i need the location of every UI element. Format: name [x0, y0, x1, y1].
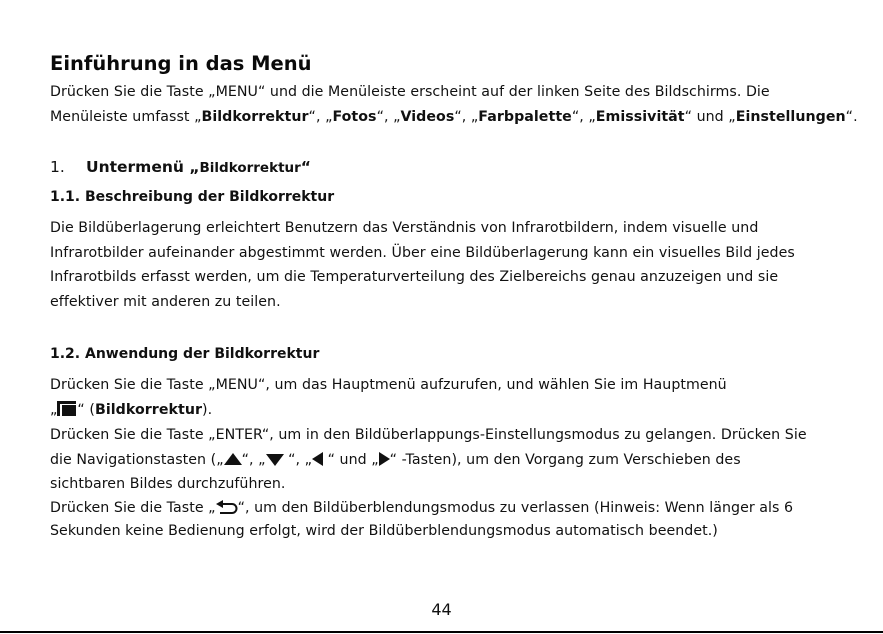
paragraph-line: [50, 451, 741, 471]
menu-item-farbpalette: Farbpalette: [478, 109, 572, 125]
paragraph-line: effektiver mit anderen zu teilen.: [50, 294, 281, 310]
text-fragment: die Navigationstasten („: [50, 452, 224, 468]
text-fragment: Drücken Sie die Taste „: [50, 500, 216, 516]
left-arrow-icon: [312, 452, 323, 471]
menu-item-emissivitaet: Emissivität: [595, 109, 685, 125]
quote-open: „: [50, 402, 58, 418]
section-submenu-name: Bildkorrektur: [199, 160, 301, 176]
menu-item-videos: Videos: [400, 109, 455, 125]
paragraph-line: Infrarotbilds erfasst werden, um die Temperaturverteilung des Zielbereichs genau anzuzeigen und sie: [50, 269, 779, 285]
intro-line-1: Drücken Sie die Taste „MENU“ und die Menüleiste erscheint auf der linken Seite des Bildschirms. Die: [50, 84, 770, 100]
page-title: Einführung in das Menü: [50, 52, 312, 75]
paragraph-line: Drücken Sie die Taste „MENU“, um das Hauptmenü aufzurufen, und wählen Sie im Hauptmenü: [50, 377, 727, 393]
text-fragment: “, um den Bildüberblendungsmodus zu verlassen (Hinweis: Wenn länger als 6: [237, 500, 794, 516]
section-1-heading: [50, 158, 311, 176]
page-number: 44: [431, 600, 452, 619]
subsection-1-1-heading: 1.1. Beschreibung der Bildkorrektur: [50, 189, 335, 205]
intro-text: Menüleiste umfasst „: [50, 109, 202, 125]
down-arrow-icon: [266, 453, 284, 471]
paragraph-line: Sekunden keine Bedienung erfolgt, wird der Bildüberblendungsmodus automatisch beendet.): [50, 523, 718, 539]
subsection-1-2-heading: 1.2. Anwendung der Bildkorrektur: [50, 346, 320, 362]
separator: “, „: [571, 109, 596, 125]
line-end: ).: [202, 402, 213, 418]
text-fragment: “, „: [241, 452, 266, 468]
menu-item-bildkorrektur: Bildkorrektur: [201, 109, 309, 125]
quote-close: “ (: [77, 402, 95, 418]
image-overlay-icon: [57, 400, 77, 421]
up-arrow-icon: [224, 453, 242, 471]
paragraph-line: [50, 400, 212, 421]
footer-rule: [0, 631, 883, 633]
paragraph-line: [50, 499, 793, 519]
menu-item-einstellungen: Einstellungen: [735, 109, 846, 125]
section-number: 1.: [50, 158, 65, 176]
separator: “, „: [308, 109, 333, 125]
text-fragment: “ und „: [323, 452, 379, 468]
paragraph-line: Drücken Sie die Taste „ENTER“, um in den Bildüberlappungs-Einstellungsmodus zu gelangen. Drücken Sie: [50, 427, 807, 443]
separator: “, „: [376, 109, 401, 125]
section-label: Untermenü „: [86, 158, 200, 176]
back-arrow-icon: [216, 500, 238, 519]
menu-name-bildkorrektur: Bildkorrektur: [94, 402, 203, 418]
separator: “ und „: [684, 109, 736, 125]
intro-line-2: [50, 108, 858, 126]
text-fragment: “ -Tasten), um den Vorgang zum Verschieben des: [389, 452, 741, 468]
intro-end: “.: [845, 109, 858, 125]
paragraph-line: sichtbaren Bildes durchzuführen.: [50, 476, 286, 492]
paragraph-line: Die Bildüberlagerung erleichtert Benutzern das Verständnis von Infrarotbildern, indem visuelle und: [50, 220, 759, 236]
paragraph-line: Infrarotbilder aufeinander abgestimmt werden. Über eine Bildüberlagerung kann ein visuelles Bild jedes: [50, 245, 795, 261]
separator: “, „: [454, 109, 479, 125]
text-fragment: “, „: [283, 452, 313, 468]
menu-item-fotos: Fotos: [332, 109, 377, 125]
right-arrow-icon: [379, 452, 390, 471]
section-quote-close: “: [300, 158, 311, 176]
